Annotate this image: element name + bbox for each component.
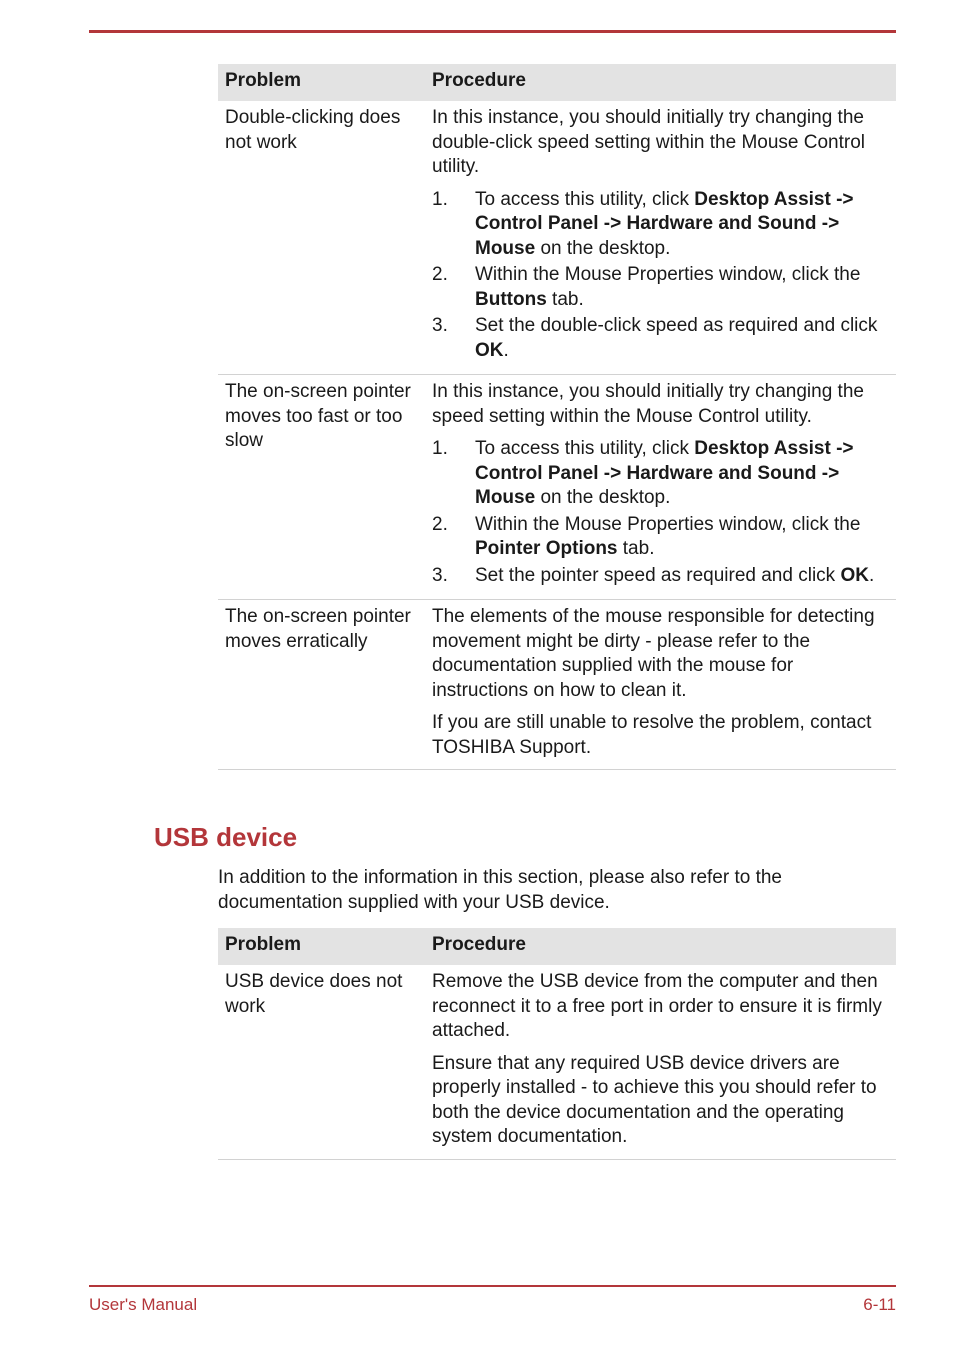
- problem-column-header: Problem: [218, 928, 422, 965]
- problem-cell: Double-clicking does not work: [218, 101, 422, 375]
- procedure-paragraph: If you are still unable to resolve the problem, contact TOSHIBA Support.: [432, 712, 872, 758]
- tab-name: Pointer Options: [475, 538, 618, 559]
- section-heading: USB device: [154, 822, 298, 852]
- mouse-problem-table: [218, 64, 896, 770]
- menu-path: Desktop Assist -> Control Panel -> Hardware and Sound -> Mouse: [475, 188, 854, 259]
- list-item: 2. Within the Mouse Properties window, click the Buttons tab.: [432, 264, 861, 310]
- procedure-intro: In this instance, you should initially try changing the double-click speed setting within the Mouse Control utility.: [432, 107, 866, 177]
- procedure-column-header: Procedure: [422, 928, 896, 965]
- step-list: [432, 437, 892, 588]
- procedure-cell: [422, 600, 896, 770]
- problem-cell: The on-screen pointer moves erratically: [218, 600, 422, 770]
- table-row: [218, 375, 896, 600]
- procedure-intro: In this instance, you should initially try changing the speed setting within the Mouse Control utility.: [432, 381, 864, 427]
- procedure-column-header: Procedure: [422, 64, 896, 101]
- procedure-paragraph: Remove the USB device from the computer and then reconnect it to a free port in order to ensure it is firmly attached.: [432, 971, 882, 1041]
- usb-problem-table: [218, 928, 896, 1160]
- footer-manual-title: User's Manual: [89, 1295, 198, 1314]
- procedure-cell: [422, 101, 896, 375]
- list-item: 3. Set the pointer speed as required and click OK.: [432, 564, 875, 586]
- procedure-cell: [422, 375, 896, 600]
- list-item: 3. Set the double-click speed as required and click OK.: [432, 315, 878, 361]
- table-row: [218, 965, 896, 1159]
- header-rule: [89, 30, 896, 33]
- procedure-cell: [422, 965, 896, 1159]
- table-header-row: [218, 928, 896, 965]
- section-intro: In addition to the information in this section, please also refer to the documentation supplied with your USB device.: [218, 867, 782, 913]
- menu-path: Desktop Assist -> Control Panel -> Hardware and Sound -> Mouse: [475, 438, 854, 508]
- button-name: OK: [840, 564, 869, 586]
- problem-cell: USB device does not work: [218, 965, 422, 1159]
- procedure-paragraph: The elements of the mouse responsible for detecting movement might be dirty - please refer to the documentation supplied with the mouse for instructions on how to clean it.: [432, 606, 875, 701]
- step-list: [432, 188, 892, 364]
- list-item: 1. To access this utility, click Desktop Assist -> Control Panel -> Hardware and Sound -> Mouse on the desktop.: [432, 438, 854, 508]
- tab-name: Buttons: [475, 288, 547, 310]
- footer-rule: [89, 1285, 896, 1287]
- procedure-paragraph: Ensure that any required USB device drivers are properly installed - to achieve this you should refer to both the device documentation and the operating system documentation.: [432, 1052, 877, 1147]
- table-row: [218, 600, 896, 770]
- table-row: [218, 101, 896, 375]
- list-item: 1. To access this utility, click Desktop Assist -> Control Panel -> Hardware and Sound -> Mouse on the desktop.: [432, 188, 854, 259]
- list-item: 2. Within the Mouse Properties window, click the Pointer Options tab.: [432, 513, 861, 559]
- problem-cell: The on-screen pointer moves too fast or too slow: [218, 375, 422, 600]
- problem-column-header: Problem: [218, 64, 422, 101]
- page-number: 6-11: [863, 1295, 896, 1314]
- button-name: OK: [475, 339, 504, 361]
- table-header-row: [218, 64, 896, 101]
